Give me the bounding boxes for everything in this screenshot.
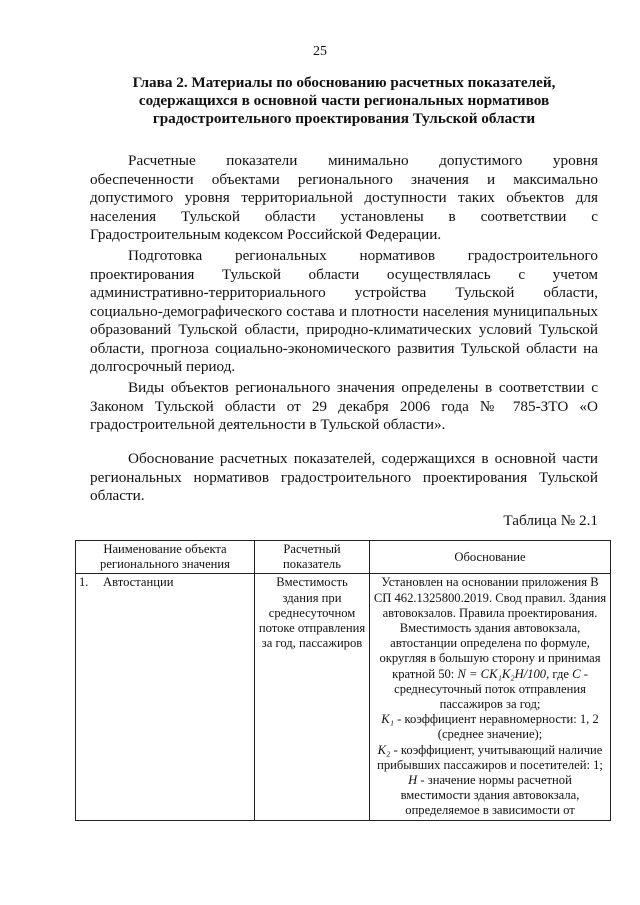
table-caption: Таблица № 2.1 <box>503 512 598 529</box>
table-header-row <box>76 541 611 574</box>
basis-cell <box>370 574 611 820</box>
basis-c-desc: - среднесуточный поток отправления пассажиров за год; <box>394 666 588 712</box>
heading-line-1: Глава 2. Материалы по обоснованию расчетных показателей, <box>132 74 556 91</box>
var-h: H <box>408 773 418 788</box>
table-row <box>76 574 611 820</box>
header-object: Наименование объекта регионального значения <box>76 541 255 574</box>
basis-formula-intro: Вместимость здания автовокзала, автостанции определена по формуле, округляя в большую сторону и принимая кратной 50: <box>379 621 601 681</box>
heading-line-3: градостроительного проектирования Тульской области <box>152 110 536 127</box>
object-cell <box>76 574 255 820</box>
var-c: C <box>572 666 581 681</box>
paragraph-2: Подготовка региональных нормативов градостроительного проектирования Тульской области осуществлялась с учетом административно-территориального устройства Тульской области, социально-демографического состава и плотности населения муниципальных образований Тульской области, природно-климатических условий Тульской области, прогноза социально-экономического развития Тульской области на долгосрочный период. <box>90 247 598 375</box>
indicator-cell: Вместимость здания при среднесуточном потоке отправления за год, пассажиров <box>255 574 370 820</box>
basis-source: Установлен на основании приложения В СП 462.1325800.2019. Свод правил. Здания автовокзалов. Правила проектирования. <box>373 575 607 620</box>
var-k1: K₁ <box>381 712 395 727</box>
basis-formula: N = CK₁K₂H/100, <box>457 666 550 681</box>
basis-k2-desc: - коэффициент, учитывающий наличие прибывших пассажиров и посетителей: 1; <box>377 742 603 772</box>
header-basis: Обоснование <box>370 541 611 574</box>
page-bottom-margin <box>0 872 640 905</box>
paragraph-4: Обоснование расчетных показателей, содержащихся в основной части региональных нормативов градостроительного проектирования Тульской области. <box>90 450 598 504</box>
basis-where: где <box>552 666 569 681</box>
chapter-heading <box>90 74 598 128</box>
indicators-table <box>75 540 611 821</box>
basis-k1-desc: - коэффициент неравномерности: 1, 2 (среднее значение); <box>397 712 599 742</box>
basis-h-desc: - значение нормы расчетной вместимости здания автовокзала, определяемое в зависимости от <box>400 773 580 818</box>
page-number: 25 <box>313 44 327 59</box>
header-indicator: Расчетный показатель <box>255 541 370 574</box>
var-k2: K₂ <box>377 742 391 757</box>
heading-line-2: содержащихся в основной части региональных нормативов <box>138 92 550 109</box>
object-name: Автостанции <box>103 575 174 590</box>
paragraph-3: Виды объектов регионального значения определены в соответствии с Законом Тульской области от 29 декабря 2006 года № 785-ЗТО «О градостроительной деятельности в Тульской области». <box>90 379 598 433</box>
paragraph-1: Расчетные показатели минимально допустимого уровня обеспеченности объектами регионального значения и максимально допустимого уровня территориальной доступности таких объектов для населения Тульской области установлены в соответствии с Градостроительным кодексом Российской Федерации. <box>90 152 598 243</box>
row-number: 1. <box>79 575 89 590</box>
